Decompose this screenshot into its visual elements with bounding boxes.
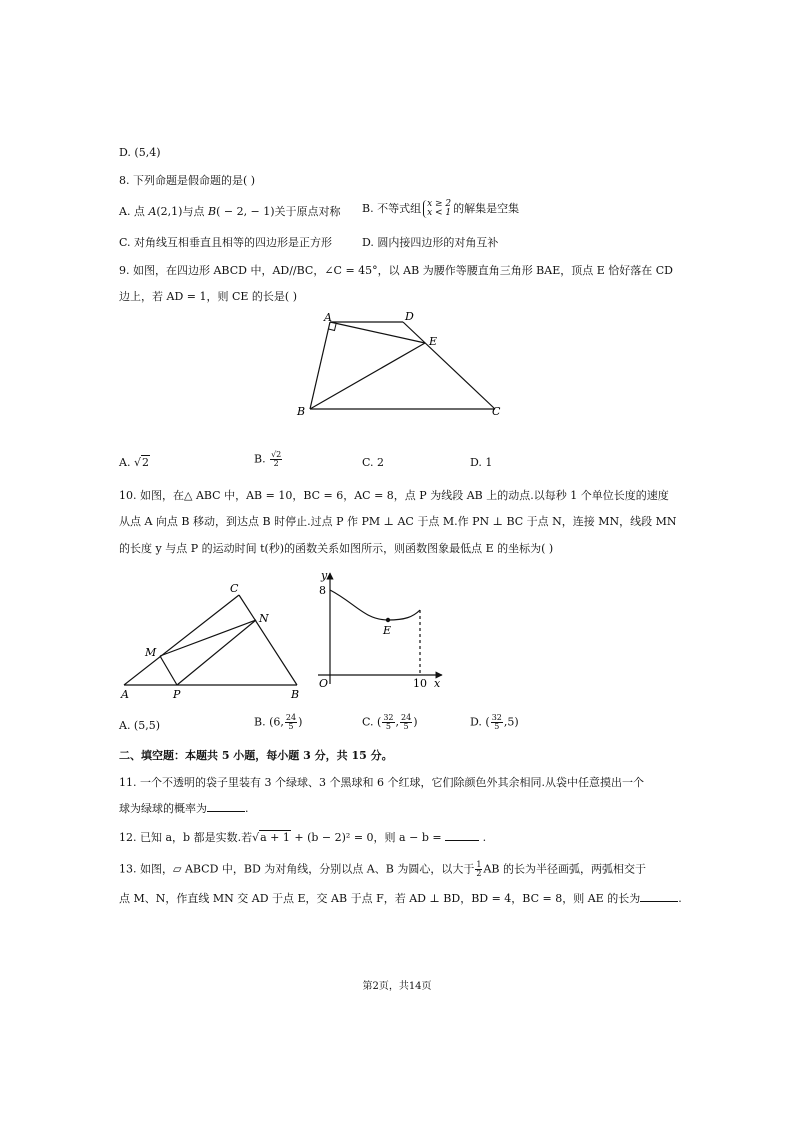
- seg-AB: [310, 322, 330, 409]
- label-O: O: [319, 677, 329, 690]
- q8-stem: 8. 下列命题是假命题的是( ): [119, 174, 256, 187]
- label-y: y: [321, 569, 328, 582]
- label-P: P: [173, 688, 181, 701]
- q8-option-b: B. 不等式组 x ≥ 2 x < 1 的解集是空集: [362, 199, 520, 218]
- label-E: E: [383, 624, 392, 637]
- label-10: 10: [413, 677, 427, 690]
- q10-option-b: B. (6, $\frac{24}{5}$ ): [254, 713, 303, 731]
- q12-stem: 12. 已知 a，b 都是实数.若√a + 1 + (b − 2)² = 0，则 a − b = .: [119, 831, 487, 844]
- seg-PN: [177, 620, 256, 685]
- q9-figure: [290, 305, 520, 420]
- function-curve: [330, 590, 420, 620]
- label-C: C: [230, 582, 239, 595]
- q10-function-graph: [310, 565, 450, 695]
- seg-AE: [330, 322, 425, 343]
- q10-stem-line1: 10. 如图，在△ ABC 中，AB = 10，BC = 6，AC = 8，点 P 为线段 AB 上的动点.以每秒 1 个单位长度的速度: [119, 489, 669, 502]
- q9-option-a: A. √2: [119, 456, 149, 469]
- q10-triangle-figure: [115, 578, 310, 703]
- label-M: M: [145, 646, 157, 659]
- answer-blank[interactable]: [445, 840, 479, 841]
- label-E: E: [429, 335, 438, 348]
- section-title: 二、填空题：本题共 5 小题，每小题 3 分，共 15 分。: [119, 749, 393, 762]
- q10-option-a: A. (5,5): [119, 719, 161, 732]
- seg-CB: [239, 595, 297, 685]
- q10-stem-line2: 从点 A 向点 B 移动，到达点 B 时停止.过点 P 作 PM ⊥ AC 于点 M.作 PN ⊥ BC 于点 N，连接 MN，线段 MN: [119, 515, 677, 528]
- q10-option-d: D. ( $\frac{32}{5}$ ,5): [470, 713, 519, 731]
- answer-blank[interactable]: [640, 901, 678, 902]
- q11-stem-line2: 球为绿球的概率为 .: [119, 802, 249, 815]
- label-A: A: [324, 311, 332, 324]
- q9-stem-line1: 9. 如图，在四边形 ABCD 中，AD//BC，∠C = 45°，以 AB 为腰作等腰直角三角形 BAE，顶点 E 恰好落在 CD: [119, 264, 673, 277]
- q10-stem-line3: 的长度 y 与点 P 的运动时间 t(秒)的函数关系如图所示，则函数图象最低点 E 的坐标为( ): [119, 542, 554, 555]
- q8-option-d: D. 圆内接四边形的对角互补: [362, 236, 499, 249]
- q9-option-c: C. 2: [362, 456, 385, 469]
- label-8: 8: [319, 584, 326, 597]
- label-A: A: [121, 688, 129, 701]
- label-B: B: [297, 405, 306, 418]
- seg-MN: [160, 620, 256, 656]
- point-E: [386, 618, 390, 622]
- inequality-system: x ≥ 2 x < 1: [423, 200, 451, 218]
- label-x: x: [434, 677, 441, 690]
- seg-DC: [403, 322, 495, 409]
- seg-PM: [160, 656, 177, 685]
- q7-option-d: D. (5,4): [119, 146, 161, 159]
- label-D: D: [405, 310, 414, 323]
- label-C: C: [492, 405, 501, 418]
- label-N: N: [259, 612, 269, 625]
- q9-stem-line2: 边上，若 AD = 1，则 CE 的长是( ): [119, 290, 297, 303]
- q9-option-d: D. 1: [470, 456, 493, 469]
- q13-stem-line2: 点 M、N，作直线 MN 交 AD 于点 E，交 AB 于点 F，若 AD ⊥ BD，BD = 4，BC = 8，则 AE 的长为 .: [119, 892, 682, 905]
- q9-option-b: B. $\frac{√2}{2}$: [254, 450, 282, 468]
- q8-option-a: A. 点 A(2,1)与点 B( − 2, − 1)关于原点对称: [119, 205, 341, 218]
- seg-BE: [310, 343, 425, 409]
- label-B: B: [291, 688, 300, 701]
- q11-stem-line1: 11. 一个不透明的袋子里装有 3 个绿球、3 个黑球和 6 个红球，它们除颜色外其余相同.从袋中任意摸出一个: [119, 776, 644, 789]
- q8-option-c: C. 对角线互相垂直且相等的四边形是正方形: [119, 236, 333, 249]
- answer-blank[interactable]: [207, 811, 245, 812]
- q10-option-c: C. ( $\frac{32}{5}$ , $\frac{24}{5}$ ): [362, 713, 418, 731]
- page-number: 第2页，共14页: [362, 981, 432, 992]
- q13-stem-line1: 13. 如图，▱ ABCD 中，BD 为对角线，分别以点 A、B 为圆心，以大于 $\frac{1}{2}$ AB 的长为半径画弧，两弧相交于: [119, 860, 646, 878]
- seg-AC: [124, 595, 239, 685]
